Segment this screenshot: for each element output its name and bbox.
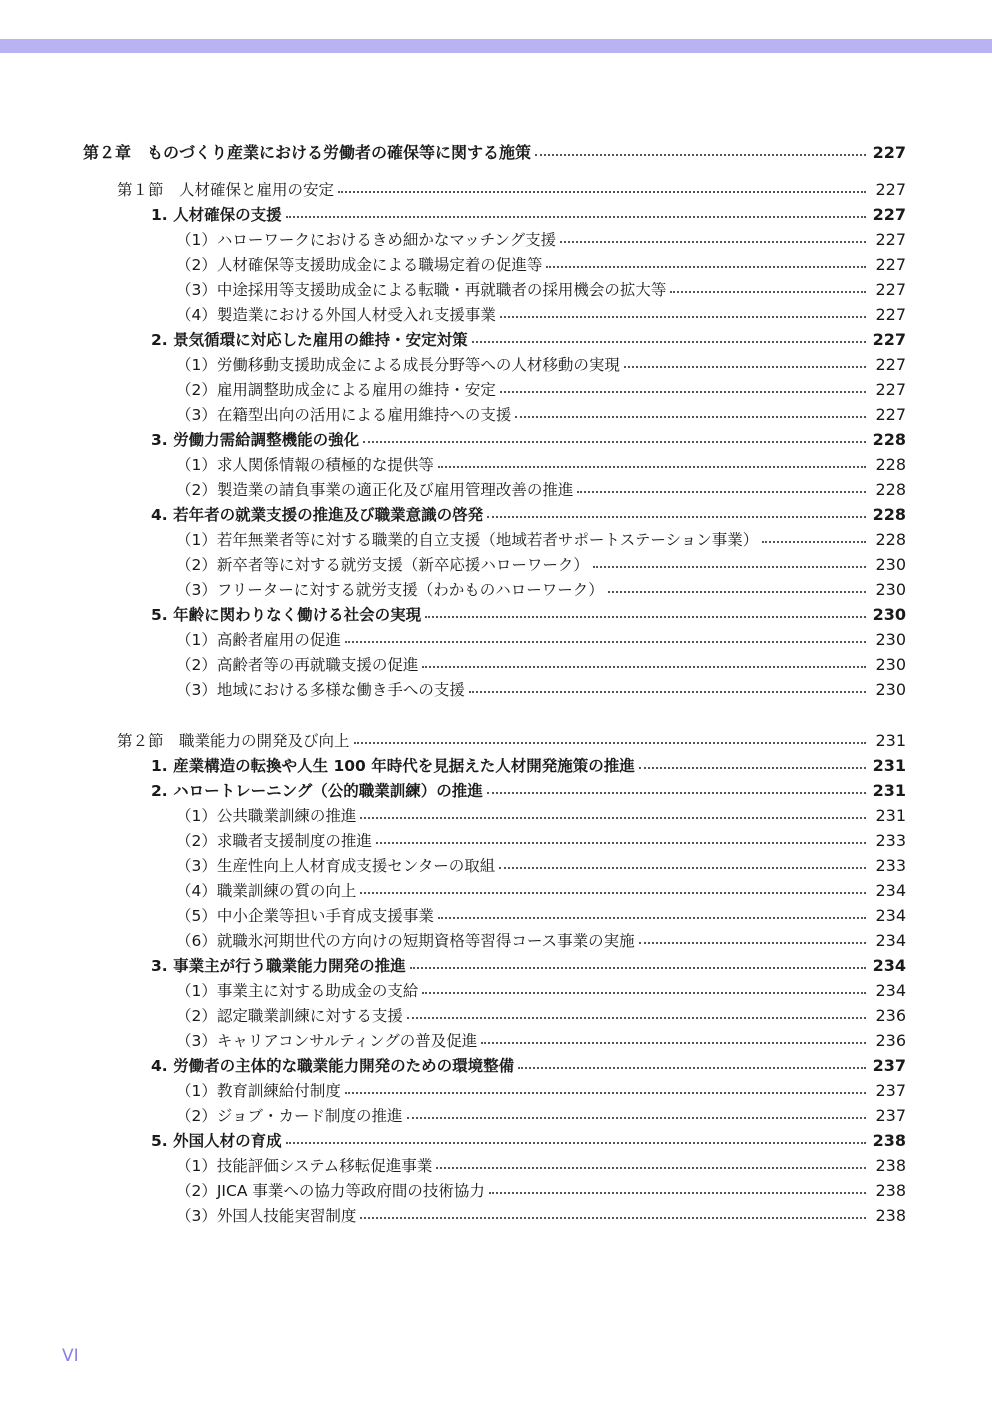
toc-subitem[interactable] xyxy=(176,227,906,252)
toc-subitem[interactable] xyxy=(176,853,906,878)
toc-label: 第１節 人材確保と雇用の安定 xyxy=(117,181,335,199)
toc-page-number: 231 xyxy=(875,806,906,825)
dot-leader xyxy=(436,1167,866,1169)
toc-item[interactable] xyxy=(151,778,906,803)
dot-leader xyxy=(489,1192,866,1194)
toc-label: （5）中小企業等担い手育成支援事業 xyxy=(176,907,434,925)
toc-subitem[interactable] xyxy=(176,1003,906,1028)
dot-leader xyxy=(487,792,866,794)
dot-leader xyxy=(376,842,866,844)
dot-leader xyxy=(286,1142,866,1144)
toc-page-number: 227 xyxy=(875,305,906,324)
toc-page-number: 236 xyxy=(875,1006,906,1025)
toc-label: （4）職業訓練の質の向上 xyxy=(176,882,357,900)
toc-subitem[interactable] xyxy=(176,477,906,502)
toc-label: 1. 人材確保の支援 xyxy=(151,206,282,224)
toc-subitem[interactable] xyxy=(176,302,906,327)
toc-page-number: 230 xyxy=(875,630,906,649)
toc-label: （2）人材確保等支援助成金による職場定着の促進等 xyxy=(176,256,543,274)
dot-leader xyxy=(624,366,866,368)
toc-item[interactable] xyxy=(151,1128,906,1153)
toc-page-number: 231 xyxy=(872,781,906,800)
toc-page-number: 228 xyxy=(875,480,906,499)
toc-page-number: 230 xyxy=(872,605,906,624)
toc-label: 第２節 職業能力の開発及び向上 xyxy=(117,732,350,750)
dot-leader xyxy=(670,291,866,293)
toc-item[interactable] xyxy=(151,953,906,978)
toc-page-number: 227 xyxy=(875,405,906,424)
toc-page-number: 238 xyxy=(875,1156,906,1175)
toc-label: （3）中途採用等支援助成金による転職・再就職者の採用機会の拡大等 xyxy=(176,281,667,299)
dot-leader xyxy=(639,942,866,944)
dot-leader xyxy=(639,767,866,769)
toc-label: 5. 外国人材の育成 xyxy=(151,1132,282,1150)
toc-subitem[interactable] xyxy=(176,377,906,402)
toc-subitem[interactable] xyxy=(176,552,906,577)
toc-subitem[interactable] xyxy=(176,878,906,903)
toc-subitem[interactable] xyxy=(176,1178,906,1203)
dot-leader xyxy=(354,742,866,744)
toc-subitem[interactable] xyxy=(176,928,906,953)
page-folio: VI xyxy=(62,1346,79,1366)
toc-label: 第２章 ものづくり産業における労働者の確保等に関する施策 xyxy=(83,143,532,162)
dot-leader xyxy=(407,1017,866,1019)
toc-page-number: 230 xyxy=(875,655,906,674)
toc-page-number: 227 xyxy=(872,330,906,349)
toc-page-number: 237 xyxy=(875,1106,906,1125)
toc-label: （3）フリーターに対する就労支援（わかものハローワーク） xyxy=(176,581,604,599)
toc-subitem[interactable] xyxy=(176,828,906,853)
toc-subitem[interactable] xyxy=(176,452,906,477)
toc-page-number: 227 xyxy=(875,230,906,249)
toc-page-number: 233 xyxy=(875,856,906,875)
toc-subitem[interactable] xyxy=(176,277,906,302)
toc-page-number: 227 xyxy=(875,255,906,274)
dot-leader xyxy=(286,216,866,218)
dot-leader xyxy=(500,316,866,318)
toc-subitem[interactable] xyxy=(176,1153,906,1178)
dot-leader xyxy=(499,867,866,869)
toc-page-number: 238 xyxy=(872,1131,906,1150)
toc-subitem[interactable] xyxy=(176,627,906,652)
toc-label: （1）求人関係情報の積極的な提供等 xyxy=(176,456,434,474)
dot-leader xyxy=(422,666,866,668)
dot-leader xyxy=(472,341,866,343)
toc-page-number: 227 xyxy=(875,180,906,199)
dot-leader xyxy=(593,566,866,568)
dot-leader xyxy=(360,817,866,819)
toc-item[interactable] xyxy=(151,502,906,527)
toc-subitem[interactable] xyxy=(176,803,906,828)
toc-label: （1）教育訓練給付制度 xyxy=(176,1082,341,1100)
toc-subitem[interactable] xyxy=(176,1028,906,1053)
toc-page-number: 227 xyxy=(872,143,906,162)
header-color-band xyxy=(0,39,992,53)
toc-label: （2）認定職業訓練に対する支援 xyxy=(176,1007,403,1025)
toc-page-number: 230 xyxy=(875,680,906,699)
toc-label: （2）新卒者等に対する就労支援（新卒応援ハローワーク） xyxy=(176,556,589,574)
toc-item[interactable] xyxy=(151,753,906,778)
toc-page-number: 238 xyxy=(875,1206,906,1225)
dot-leader xyxy=(546,266,866,268)
dot-leader xyxy=(608,591,866,593)
dot-leader xyxy=(345,1092,866,1094)
toc-item[interactable] xyxy=(151,602,906,627)
toc-label: （3）生産性向上人材育成支援センターの取組 xyxy=(176,857,496,875)
toc-page-number: 234 xyxy=(875,931,906,950)
toc-item[interactable] xyxy=(151,202,906,227)
toc-label: （6）就職氷河期世代の方向けの短期資格等習得コース事業の実施 xyxy=(176,932,635,950)
toc-page-number: 234 xyxy=(875,981,906,1000)
toc-label: （1）ハローワークにおけるきめ細かなマッチング支援 xyxy=(176,231,557,249)
toc-page-number: 228 xyxy=(872,505,906,524)
toc-label: 3. 事業主が行う職業能力開発の推進 xyxy=(151,957,406,975)
dot-leader xyxy=(360,892,866,894)
toc-page-number: 228 xyxy=(875,530,906,549)
toc-subitem[interactable] xyxy=(176,1203,906,1228)
toc-label: （1）若年無業者等に対する職業的自立支援（地域若者サポートステーション事業） xyxy=(176,531,759,549)
toc-subitem[interactable] xyxy=(176,252,906,277)
toc-subitem[interactable] xyxy=(176,652,906,677)
dot-leader xyxy=(425,616,866,618)
toc-subitem[interactable] xyxy=(176,903,906,928)
dot-leader xyxy=(360,1217,866,1219)
toc-label: （1）技能評価システム移転促進事業 xyxy=(176,1157,433,1175)
dot-leader xyxy=(535,154,866,156)
dot-leader xyxy=(469,691,866,693)
dot-leader xyxy=(560,241,866,243)
dot-leader xyxy=(345,641,866,643)
toc-page-number: 237 xyxy=(875,1081,906,1100)
toc-label: （2）JICA 事業への協力等政府間の技術協力 xyxy=(176,1182,485,1200)
dot-leader xyxy=(422,992,866,994)
toc-page-number: 238 xyxy=(875,1181,906,1200)
toc-page-number: 228 xyxy=(875,455,906,474)
toc-page-number: 227 xyxy=(875,280,906,299)
toc-label: （2）製造業の請負事業の適正化及び雇用管理改善の推進 xyxy=(176,481,574,499)
toc-page-number: 231 xyxy=(875,731,906,750)
dot-leader xyxy=(577,491,866,493)
toc-label: 4. 労働者の主体的な職業能力開発のための環境整備 xyxy=(151,1057,515,1075)
dot-leader xyxy=(518,1067,866,1069)
dot-leader xyxy=(762,541,866,543)
toc-label: 4. 若年者の就業支援の推進及び職業意識の啓発 xyxy=(151,506,484,524)
toc-page-number: 227 xyxy=(872,205,906,224)
toc-page-number: 230 xyxy=(875,555,906,574)
toc-label: （3）地域における多様な働き手への支援 xyxy=(176,681,465,699)
dot-leader xyxy=(438,917,866,919)
dot-leader xyxy=(438,466,866,468)
toc-item[interactable] xyxy=(151,427,906,452)
toc-subitem[interactable] xyxy=(176,577,906,602)
toc-section-1[interactable] xyxy=(117,177,906,202)
toc-subitem[interactable] xyxy=(176,352,906,377)
toc-subitem[interactable] xyxy=(176,978,906,1003)
toc-label: 2. 景気循環に対応した雇用の維持・安定対策 xyxy=(151,331,468,349)
toc-label: （4）製造業における外国人材受入れ支援事業 xyxy=(176,306,496,324)
toc-label: （1）事業主に対する助成金の支給 xyxy=(176,982,419,1000)
dot-leader xyxy=(338,191,866,193)
toc-page-number: 234 xyxy=(872,956,906,975)
toc-label: （2）求職者支援制度の推進 xyxy=(176,832,372,850)
toc-item[interactable] xyxy=(151,327,906,352)
toc-label: （1）公共職業訓練の推進 xyxy=(176,807,357,825)
toc-label: （3）キャリアコンサルティングの普及促進 xyxy=(176,1032,478,1050)
toc-page-number: 228 xyxy=(872,430,906,449)
dot-leader xyxy=(487,516,866,518)
toc-label: 1. 産業構造の転換や人生 100 年時代を見据えた人材開発施策の推進 xyxy=(151,757,635,775)
dot-leader xyxy=(500,391,866,393)
toc-subitem[interactable] xyxy=(176,1078,906,1103)
toc-page-number: 231 xyxy=(872,756,906,775)
toc-page-number: 227 xyxy=(875,380,906,399)
dot-leader xyxy=(407,1117,866,1119)
dot-leader xyxy=(363,441,866,443)
toc-chapter-2[interactable] xyxy=(83,140,906,165)
toc-label: （2）ジョブ・カード制度の推進 xyxy=(176,1107,403,1125)
toc-label: （1）労働移動支援助成金による成長分野等への人材移動の実現 xyxy=(176,356,620,374)
toc-label: （3）外国人技能実習制度 xyxy=(176,1207,357,1225)
toc-page-number: 236 xyxy=(875,1031,906,1050)
toc-label: （2）雇用調整助成金による雇用の維持・安定 xyxy=(176,381,496,399)
dot-leader xyxy=(410,967,866,969)
toc-page-number: 237 xyxy=(872,1056,906,1075)
toc-page-number: 233 xyxy=(875,831,906,850)
toc-item[interactable] xyxy=(151,1053,906,1078)
toc-label: 3. 労働力需給調整機能の強化 xyxy=(151,431,360,449)
toc-subitem[interactable] xyxy=(176,1103,906,1128)
toc-subitem[interactable] xyxy=(176,677,906,702)
toc-page-number: 234 xyxy=(875,881,906,900)
toc-label: （1）高齢者雇用の促進 xyxy=(176,631,341,649)
toc-label: （3）在籍型出向の活用による雇用維持への支援 xyxy=(176,406,512,424)
toc-section-2[interactable] xyxy=(117,728,906,753)
toc-label: 2. ハロートレーニング（公的職業訓練）の推進 xyxy=(151,782,483,800)
toc-label: 5. 年齢に関わりなく働ける社会の実現 xyxy=(151,606,422,624)
toc-subitem[interactable] xyxy=(176,527,906,552)
toc-label: （2）高齢者等の再就職支援の促進 xyxy=(176,656,419,674)
toc-subitem[interactable] xyxy=(176,402,906,427)
dot-leader xyxy=(481,1042,866,1044)
dot-leader xyxy=(515,416,866,418)
toc-page-number: 234 xyxy=(875,906,906,925)
toc-page-number: 230 xyxy=(875,580,906,599)
toc-page-number: 227 xyxy=(875,355,906,374)
